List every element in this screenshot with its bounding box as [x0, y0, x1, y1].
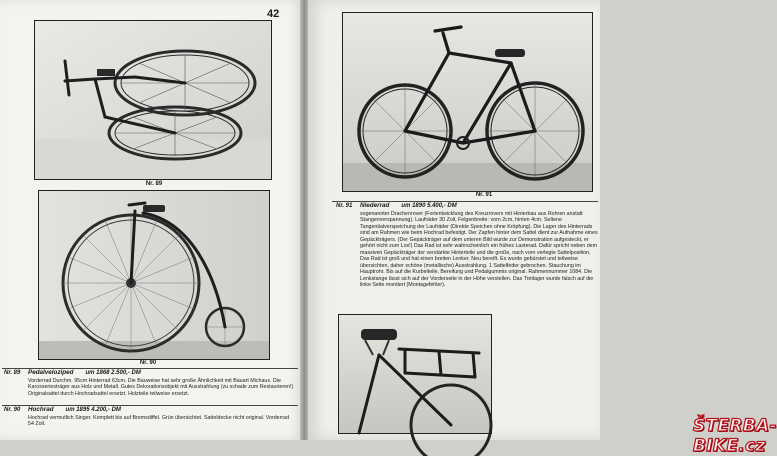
page-number: 42 [267, 8, 280, 20]
caption-nr-91: Nr. 91 [475, 192, 493, 198]
entry-title: Hochrad [28, 406, 54, 413]
entry-nr-90 [4, 407, 294, 428]
rear-carrier-image [339, 315, 491, 433]
entry-number: Nr. 91 [336, 203, 353, 209]
right-page [308, 0, 777, 456]
photo-rear-carrier [338, 314, 492, 434]
entry-title: Pedalveloziped [28, 369, 74, 376]
high-wheeler-image [39, 191, 269, 359]
entry-number: Nr. 90 [4, 407, 21, 413]
caption-nr-89: Nr. 89 [145, 181, 163, 187]
entry-year-price: um 1895 4.200,- DM [65, 407, 121, 413]
photo-high-wheeler [38, 190, 270, 360]
entry-nr-91 [336, 203, 598, 289]
entry-description: sogenannter Drachenrover (Fortentwicklung des Kreuzrovers mit Hinterbau aus Rohren anstatt Stangenverspannung). Laufräder 30 Zoll, Felgenbreite: vorn 2cm, hinten 4cm. Seltene Tangentialverspeichung der Laufräder (Direkte Speichen ohne Kröpfung). Die Lager des Hinterrads sind am Rahmen wie beim Hochrad befestigt. Der Zapfen hinter dem Sattel dient zur Aufnahme eines Gepäckträgers. (Der Gepäckträger auf dem unteren Bild wurde zur Demonstration aufgesteckt, er gehört nicht zum Los!) Das Rad ist sehr wahrscheinlich ein frühes Lasterad. Dafür spricht neben dem massiven Gepäckträger der verstärkte Hinterteile und die große, nach vorn verlegte Sattelposition. Das Rad ist groß und hat einen breiten Lenker. Neu bereift. Es wurde gebürstet und teilweise übersichten, daher schöne (metallische) Ausstrahlung. 1 Sattelfeder gebrochen. Stauchung im Hauptrohr. Bis auf die Kurbelteile, Bereifung und Pedalgummis original. Rahmennummer 1084. Die Lenkstange lässt sich auf der Vorderseite in der Höhe verstellen. Das Tretlager wurde falsch auf die linke Seite montiert (Montagefehler). [360, 210, 598, 288]
left-page [0, 0, 303, 440]
caption-nr-90: Nr. 90 [139, 360, 157, 366]
entry-description: Vorderrad Durchm. 95cm Hinterrad 63cm. Die Bauweise hat sehr große Ähnlichkeit mit Bauart Michaux. Die Karosseriesträger aus Holz und Metall. Gutes Dekorationsobjekt mit Ausstrahlung (zu schade zum Restaurieren!) Originalsattel durch Hochradsattel ersetzt. Holzteile teilweise ersetzt. [28, 377, 294, 397]
watermark-logo: ŠTERBA-BIKE.cz [693, 416, 777, 456]
entry-year-price: um 1868 2.500,- DM [85, 370, 141, 376]
photo-safety-bicycle [342, 12, 593, 192]
safety-bicycle-image [343, 13, 592, 191]
photo-velocipede [34, 20, 272, 180]
entry-nr-89 [4, 370, 294, 397]
velocipede-image [35, 21, 271, 179]
entry-description: Hochrad vermutlich Singer. Komplett bis auf Bremsdiffel. Grün übersichtet. Satteldecke nicht original. Vorderrad 54 Zoll. [28, 414, 290, 427]
entry-number: Nr. 89 [4, 370, 21, 376]
entry-title: Niederrad [360, 202, 390, 209]
entry-year-price: um 1890 5.400,- DM [401, 203, 457, 209]
